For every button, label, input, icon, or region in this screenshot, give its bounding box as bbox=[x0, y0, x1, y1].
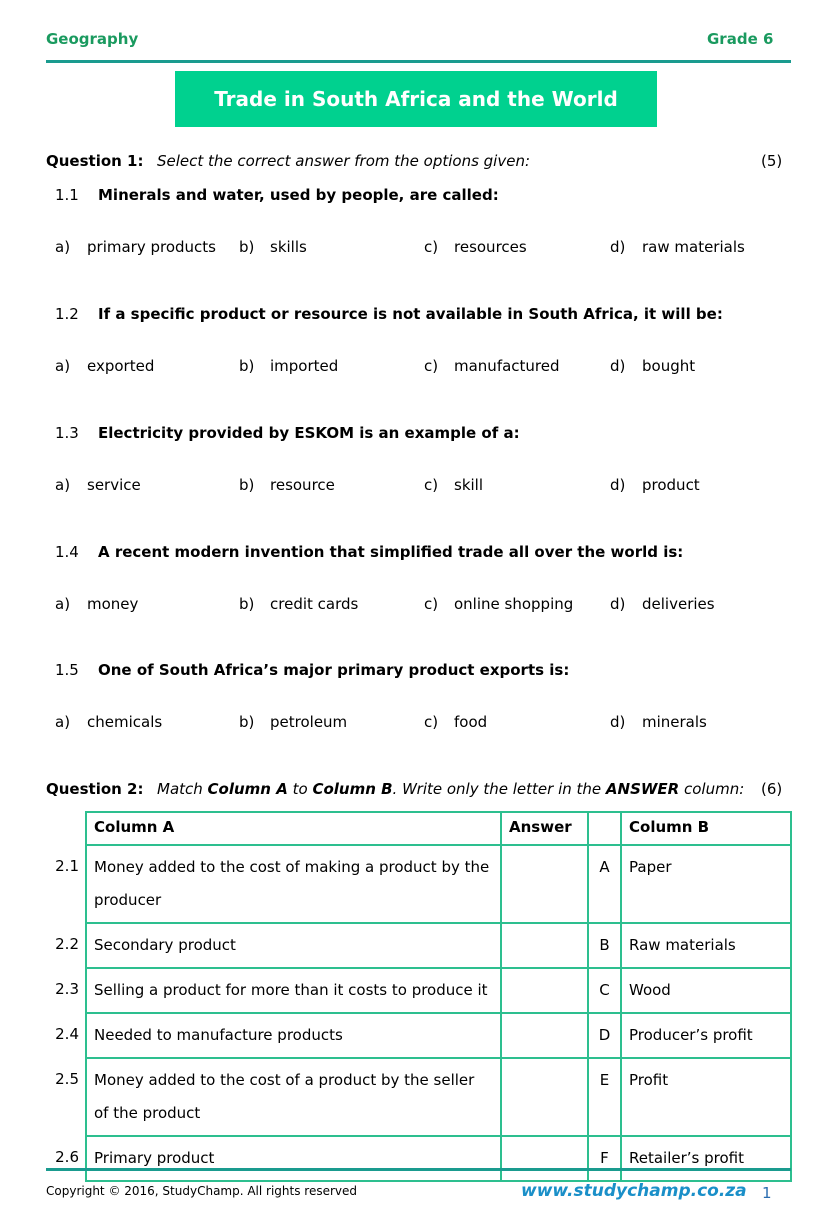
column-b-cell: Retailer’s profit bbox=[621, 1136, 791, 1181]
option-letter[interactable]: c) bbox=[424, 595, 439, 613]
column-b-cell: Producer’s profit bbox=[621, 1013, 791, 1058]
instruction-part: Match bbox=[157, 780, 208, 798]
option-text[interactable]: service bbox=[87, 476, 141, 494]
column-a-header: Column A bbox=[86, 812, 501, 845]
option-text[interactable]: bought bbox=[642, 357, 696, 375]
question-stem: Electricity provided by ESKOM is an example of a: bbox=[98, 424, 520, 442]
footer-rule bbox=[46, 1168, 791, 1171]
header-num-cell bbox=[46, 812, 86, 845]
letter-cell: F bbox=[588, 1136, 621, 1181]
option-letter[interactable]: b) bbox=[239, 238, 255, 256]
option-letter[interactable]: c) bbox=[424, 238, 439, 256]
option-letter[interactable]: b) bbox=[239, 595, 255, 613]
question-number: 1.3 bbox=[55, 424, 79, 442]
option-letter[interactable]: d) bbox=[610, 357, 626, 375]
question1-marks: (5) bbox=[761, 152, 783, 170]
option-letter[interactable]: c) bbox=[424, 713, 439, 731]
option-text[interactable]: exported bbox=[87, 357, 155, 375]
answer-cell[interactable] bbox=[501, 845, 588, 923]
column-a-cell: Needed to manufacture products bbox=[86, 1013, 501, 1058]
instruction-part: to bbox=[287, 780, 313, 798]
option-text[interactable]: skills bbox=[270, 238, 307, 256]
row-number: 2.3 bbox=[55, 980, 79, 998]
question2-marks: (6) bbox=[761, 780, 783, 798]
option-letter[interactable]: d) bbox=[610, 595, 626, 613]
instruction-part: Column A bbox=[207, 780, 288, 798]
option-letter[interactable]: d) bbox=[610, 238, 626, 256]
instruction-part: column: bbox=[679, 780, 745, 798]
option-text[interactable]: money bbox=[87, 595, 139, 613]
table-row bbox=[46, 845, 791, 923]
question-number: 1.1 bbox=[55, 186, 79, 204]
row-number: 2.6 bbox=[55, 1148, 79, 1166]
table-row bbox=[46, 923, 791, 968]
column-b-cell: Raw materials bbox=[621, 923, 791, 968]
option-letter[interactable]: b) bbox=[239, 357, 255, 375]
option-text[interactable]: chemicals bbox=[87, 713, 163, 731]
column-a-cell: Money added to the cost of making a product by the producer bbox=[86, 845, 501, 923]
column-b-cell: Wood bbox=[621, 968, 791, 1013]
question-stem: A recent modern invention that simplified trade all over the world is: bbox=[98, 543, 684, 561]
column-a-cell: Money added to the cost of a product by the seller of the product bbox=[86, 1058, 501, 1136]
option-letter[interactable]: a) bbox=[55, 238, 71, 256]
question-stem: Minerals and water, used by people, are called: bbox=[98, 186, 499, 204]
table-row bbox=[46, 1013, 791, 1058]
option-text[interactable]: petroleum bbox=[270, 713, 348, 731]
row-number: 2.2 bbox=[55, 935, 79, 953]
row-number: 2.1 bbox=[55, 857, 79, 875]
option-text[interactable]: primary products bbox=[87, 238, 216, 256]
answer-cell[interactable] bbox=[501, 968, 588, 1013]
instruction-part: Column B bbox=[312, 780, 393, 798]
option-text[interactable]: raw materials bbox=[642, 238, 745, 256]
answer-cell[interactable] bbox=[501, 1058, 588, 1136]
question2-label: Question 2: bbox=[46, 780, 144, 798]
option-letter[interactable]: a) bbox=[55, 595, 71, 613]
table-header-row bbox=[46, 812, 791, 845]
column-b-header: Column B bbox=[621, 812, 791, 845]
option-letter[interactable]: a) bbox=[55, 476, 71, 494]
option-text[interactable]: food bbox=[454, 713, 488, 731]
question2-instruction bbox=[157, 780, 744, 798]
option-letter[interactable]: d) bbox=[610, 713, 626, 731]
option-letter[interactable]: a) bbox=[55, 713, 71, 731]
option-letter[interactable]: c) bbox=[424, 357, 439, 375]
option-letter[interactable]: b) bbox=[239, 713, 255, 731]
letter-cell: A bbox=[588, 845, 621, 923]
answer-cell[interactable] bbox=[501, 1013, 588, 1058]
column-a-cell: Secondary product bbox=[86, 923, 501, 968]
answer-cell[interactable] bbox=[501, 923, 588, 968]
option-text[interactable]: resource bbox=[270, 476, 335, 494]
option-text[interactable]: minerals bbox=[642, 713, 707, 731]
option-text[interactable]: resources bbox=[454, 238, 527, 256]
question-stem: If a specific product or resource is not available in South Africa, it will be: bbox=[98, 305, 723, 323]
option-text[interactable]: product bbox=[642, 476, 700, 494]
table-row bbox=[46, 968, 791, 1013]
question1-label: Question 1: bbox=[46, 152, 144, 170]
website-link[interactable]: www.studychamp.co.za bbox=[521, 1181, 747, 1201]
page-title: Trade in South Africa and the World bbox=[175, 71, 657, 127]
column-b-cell: Paper bbox=[621, 845, 791, 923]
letter-header bbox=[588, 812, 621, 845]
option-text[interactable]: imported bbox=[270, 357, 339, 375]
instruction-part: . Write only the letter in the bbox=[392, 780, 606, 798]
question-number: 1.5 bbox=[55, 661, 79, 679]
option-text[interactable]: deliveries bbox=[642, 595, 715, 613]
option-text[interactable]: credit cards bbox=[270, 595, 359, 613]
page-number: 1 bbox=[762, 1184, 772, 1202]
letter-cell: D bbox=[588, 1013, 621, 1058]
copyright-text: Copyright © 2016, StudyChamp. All rights reserved bbox=[46, 1184, 358, 1198]
question1-instruction: Select the correct answer from the options given: bbox=[157, 152, 531, 170]
table-row bbox=[46, 1058, 791, 1136]
column-b-cell: Profit bbox=[621, 1058, 791, 1136]
matching-table bbox=[46, 811, 792, 1182]
instruction-part: ANSWER bbox=[605, 780, 680, 798]
question-number: 1.2 bbox=[55, 305, 79, 323]
header-rule bbox=[46, 60, 791, 63]
grade-label: Grade 6 bbox=[707, 30, 774, 48]
question-number: 1.4 bbox=[55, 543, 79, 561]
column-a-cell: Primary product bbox=[86, 1136, 501, 1181]
option-letter[interactable]: d) bbox=[610, 476, 626, 494]
option-text[interactable]: manufactured bbox=[454, 357, 560, 375]
question-stem: One of South Africa’s major primary product exports is: bbox=[98, 661, 570, 679]
option-letter[interactable]: c) bbox=[424, 476, 439, 494]
row-number: 2.4 bbox=[55, 1025, 79, 1043]
subject-label: Geography bbox=[46, 30, 139, 48]
column-a-cell: Selling a product for more than it costs to produce it bbox=[86, 968, 501, 1013]
option-letter[interactable]: a) bbox=[55, 357, 71, 375]
answer-header: Answer bbox=[501, 812, 588, 845]
letter-cell: C bbox=[588, 968, 621, 1013]
option-text[interactable]: online shopping bbox=[454, 595, 574, 613]
table-row bbox=[46, 1136, 791, 1181]
letter-cell: E bbox=[588, 1058, 621, 1136]
letter-cell: B bbox=[588, 923, 621, 968]
option-text[interactable]: skill bbox=[454, 476, 484, 494]
answer-cell[interactable] bbox=[501, 1136, 588, 1181]
row-number: 2.5 bbox=[55, 1070, 79, 1088]
option-letter[interactable]: b) bbox=[239, 476, 255, 494]
